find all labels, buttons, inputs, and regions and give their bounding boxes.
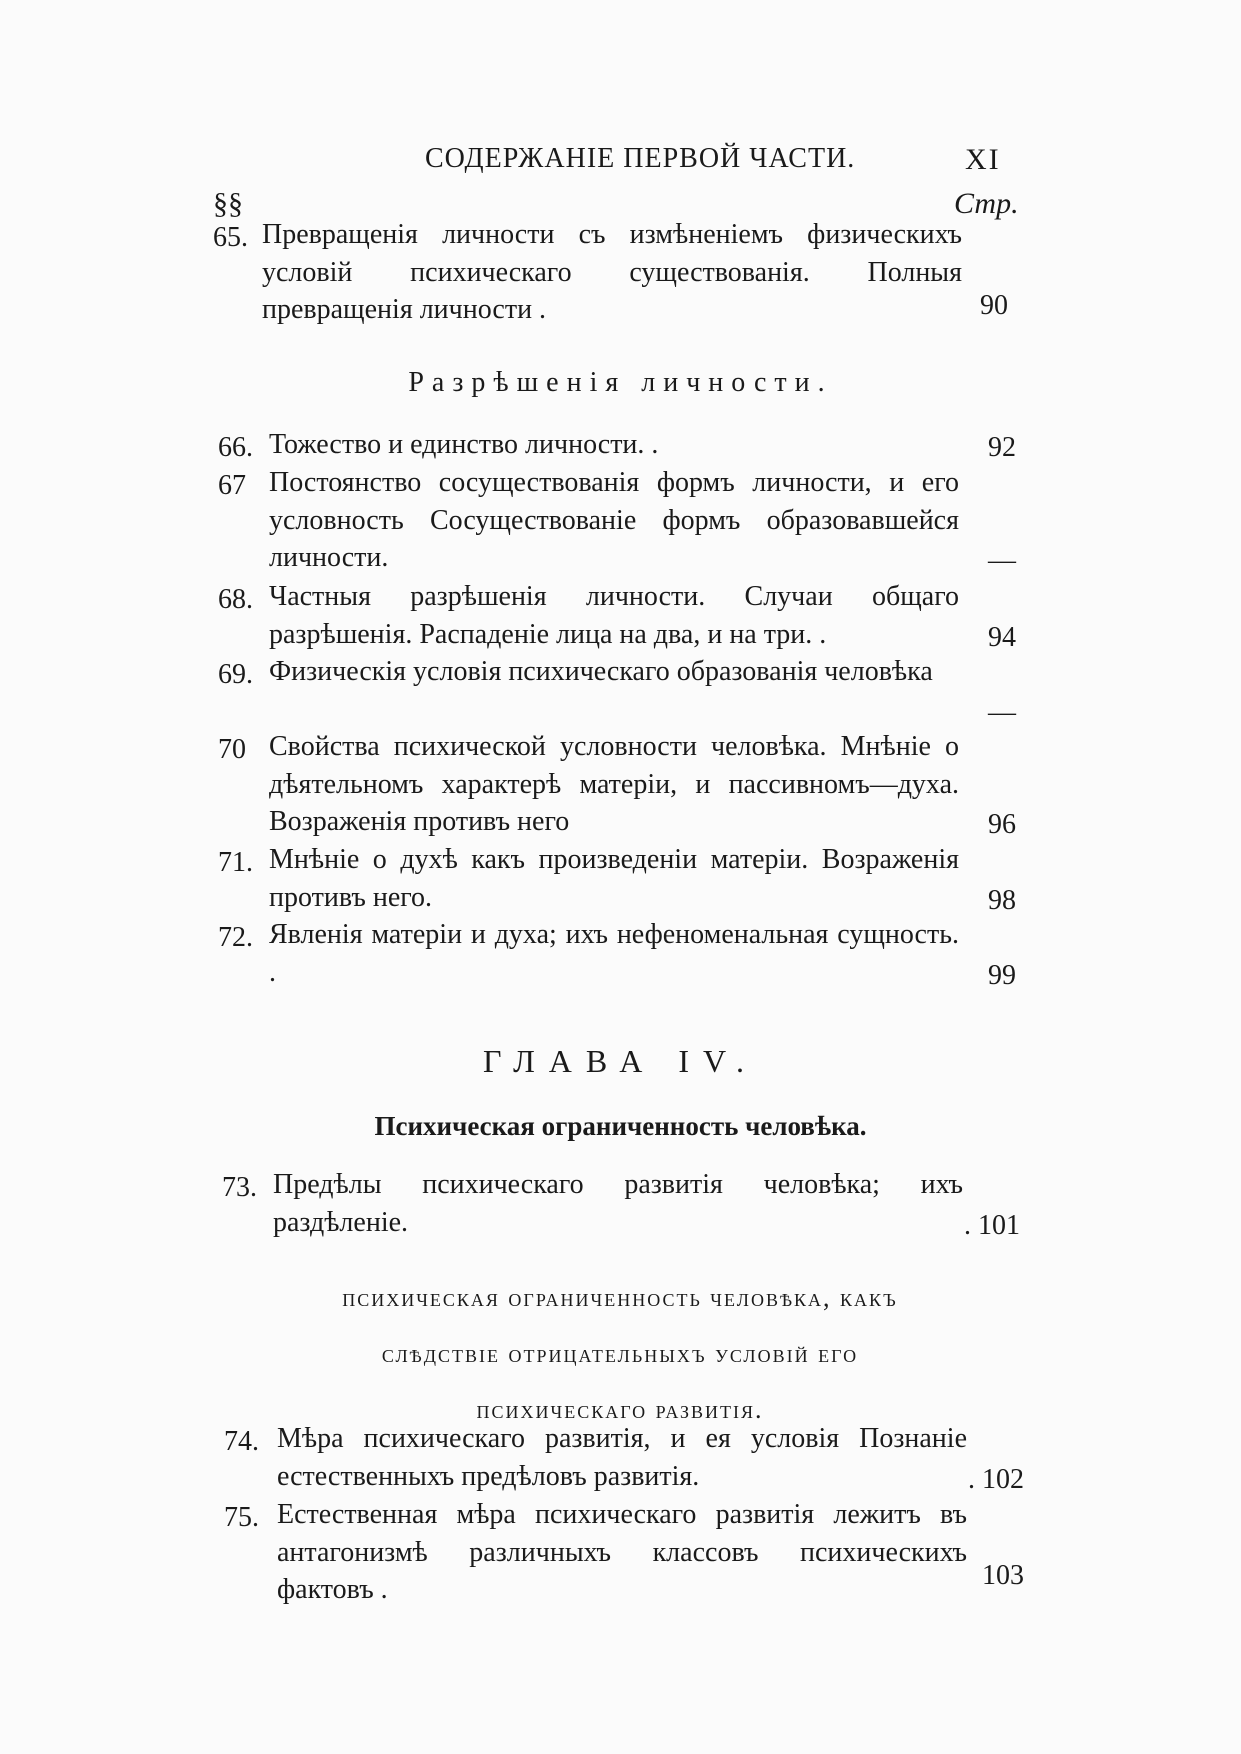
entry-page: 90: [980, 290, 1008, 321]
entry-text: Частныя разрѣшенія личности. Случаи общаго разрѣшенія. Распаденіе лица на два, и на три. .: [269, 581, 959, 650]
section-subheading: Разрѣшенія личности.: [408, 367, 833, 398]
section-mark-label: §§: [213, 187, 243, 220]
entry-number: 68.: [218, 584, 253, 615]
entry-number: 72.: [218, 922, 253, 953]
entry-page: —: [988, 697, 1016, 728]
entry-number: 66.: [218, 432, 253, 463]
entry-page: —: [988, 545, 1016, 576]
entry-number: 70: [218, 734, 246, 765]
page-header: [0, 143, 1241, 183]
entry-text: Свойства психической условности человѣка. Мнѣніе о дѣятельномъ характерѣ матеріи, и пассивномъ—духа. Возраженія противъ него: [269, 731, 959, 837]
entry-text: Мнѣніе о духѣ какъ произведеніи матеріи. Возраженія противъ него.: [269, 844, 959, 913]
entry-text: Физическія условія психическаго образованія человѣка: [269, 656, 933, 687]
entry-text: Превращенія личности съ измѣненіемъ физическихъ условій психическаго существованія. Полныя превращенія личности .: [262, 219, 962, 325]
section-caps-heading: [270, 1270, 970, 1438]
caps-heading-line: психическая ограниченность человѣка, какъ: [342, 1283, 898, 1312]
entry-text: Естественная мѣра психическаго развитія лежитъ въ антагонизмѣ различныхъ классовъ психическихъ фактовъ .: [277, 1499, 967, 1605]
page-column-label: Стр.: [954, 187, 1019, 220]
entry-page: 92: [988, 432, 1016, 463]
entry-page: 99: [988, 960, 1016, 991]
entry-number: 73.: [222, 1172, 257, 1203]
entry-number: 71.: [218, 847, 253, 878]
entry-number: 74.: [224, 1426, 259, 1457]
entry-page: 98: [988, 885, 1016, 916]
caps-heading-line: психическаго развитія.: [476, 1395, 764, 1424]
entry-number: 69.: [218, 659, 253, 690]
page-number: XI: [965, 143, 1001, 176]
entry-text: Постоянство сосуществованія формъ личности, и его условность Сосуществованіе формъ образовавшейся личности.: [269, 467, 959, 573]
entry-page: 96: [988, 809, 1016, 840]
chapter-title: Психическая ограниченность человѣка.: [374, 1111, 867, 1141]
entry-page: 94: [988, 622, 1016, 653]
entry-text: Мѣра психическаго развитія, и ея условія Познаніе естественныхъ предѣловъ развитія.: [277, 1423, 967, 1492]
entry-text: Тожество и единство личности. .: [269, 429, 659, 460]
entry-number: 67: [218, 470, 246, 501]
entry-number: 65.: [213, 222, 248, 253]
caps-heading-line: слѣдствіе отрицательныхъ условій его: [381, 1339, 859, 1368]
running-title: СОДЕРЖАНІЕ ПЕРВОЙ ЧАСТИ.: [425, 143, 856, 174]
chapter-label: ГЛАВА IV.: [483, 1043, 758, 1079]
entry-page: . 101: [964, 1210, 1020, 1241]
entry-page: . 102: [968, 1464, 1024, 1495]
entry-text: Предѣлы психическаго развитія человѣка; ихъ раздѣленіе.: [273, 1169, 963, 1238]
entry-number: 75.: [224, 1502, 259, 1533]
entry-page: 103: [982, 1560, 1024, 1591]
entry-text: Явленія матеріи и духа; ихъ нефеноменальная сущность. .: [269, 919, 959, 988]
